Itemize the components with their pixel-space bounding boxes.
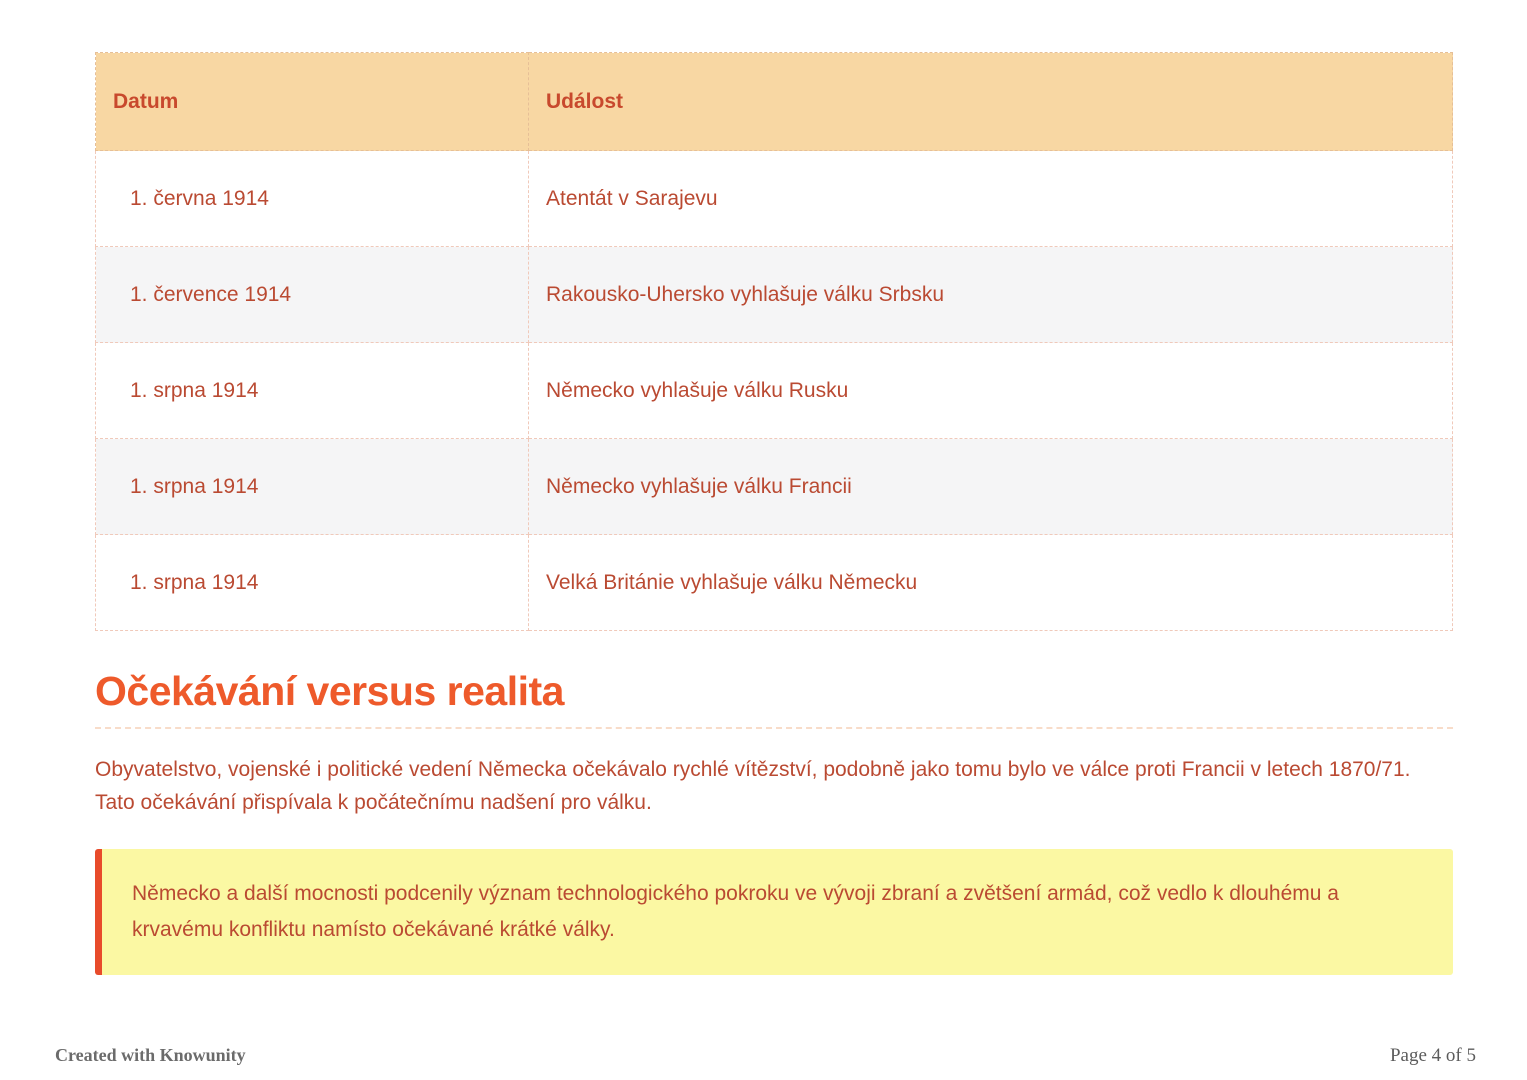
column-header-datum: Datum <box>96 53 529 151</box>
cell-udalost: Německo vyhlašuje válku Rusku <box>529 343 1453 439</box>
table-header-row <box>96 53 1453 151</box>
cell-datum: 1. července 1914 <box>96 247 529 343</box>
table-row <box>96 439 1453 535</box>
section-heading: Očekávání versus realita <box>95 667 1453 729</box>
callout-text: Německo a další mocnosti podcenily význam technologického pokroku ve vývoji zbraní a zvětšení armád, což vedlo k dlouhému a krvavému konfliktu namísto očekávané krátké války. <box>132 882 1339 941</box>
cell-datum: 1. srpna 1914 <box>96 439 529 535</box>
footer-created-label: Created with Knowunity <box>55 1045 246 1065</box>
cell-datum: 1. června 1914 <box>96 151 529 247</box>
cell-datum: 1. srpna 1914 <box>96 535 529 631</box>
section-paragraph: Obyvatelstvo, vojenské i politické vedení Německa očekávalo rychlé vítězství, podobně jako tomu bylo ve válce proti Francii v letech 1870/71. Tato očekávání přispívala k počátečnímu nadšení pro válku. <box>95 758 1411 814</box>
cell-udalost: Atentát v Sarajevu <box>529 151 1453 247</box>
events-table <box>95 52 1453 631</box>
cell-datum: 1. srpna 1914 <box>96 343 529 439</box>
callout-box <box>95 849 1453 975</box>
table-row <box>96 151 1453 247</box>
table-row <box>96 343 1453 439</box>
footer-page-number: Page 4 of 5 <box>1389 1045 1476 1066</box>
cell-udalost: Velká Británie vyhlašuje válku Německu <box>529 535 1453 631</box>
table-row <box>96 247 1453 343</box>
column-header-udalost: Událost <box>529 53 1453 151</box>
cell-udalost: Německo vyhlašuje válku Francii <box>529 439 1453 535</box>
page-footer <box>55 1045 1476 1067</box>
cell-udalost: Rakousko-Uhersko vyhlašuje válku Srbsku <box>529 247 1453 343</box>
page-content <box>95 52 1453 975</box>
table-row <box>96 535 1453 631</box>
